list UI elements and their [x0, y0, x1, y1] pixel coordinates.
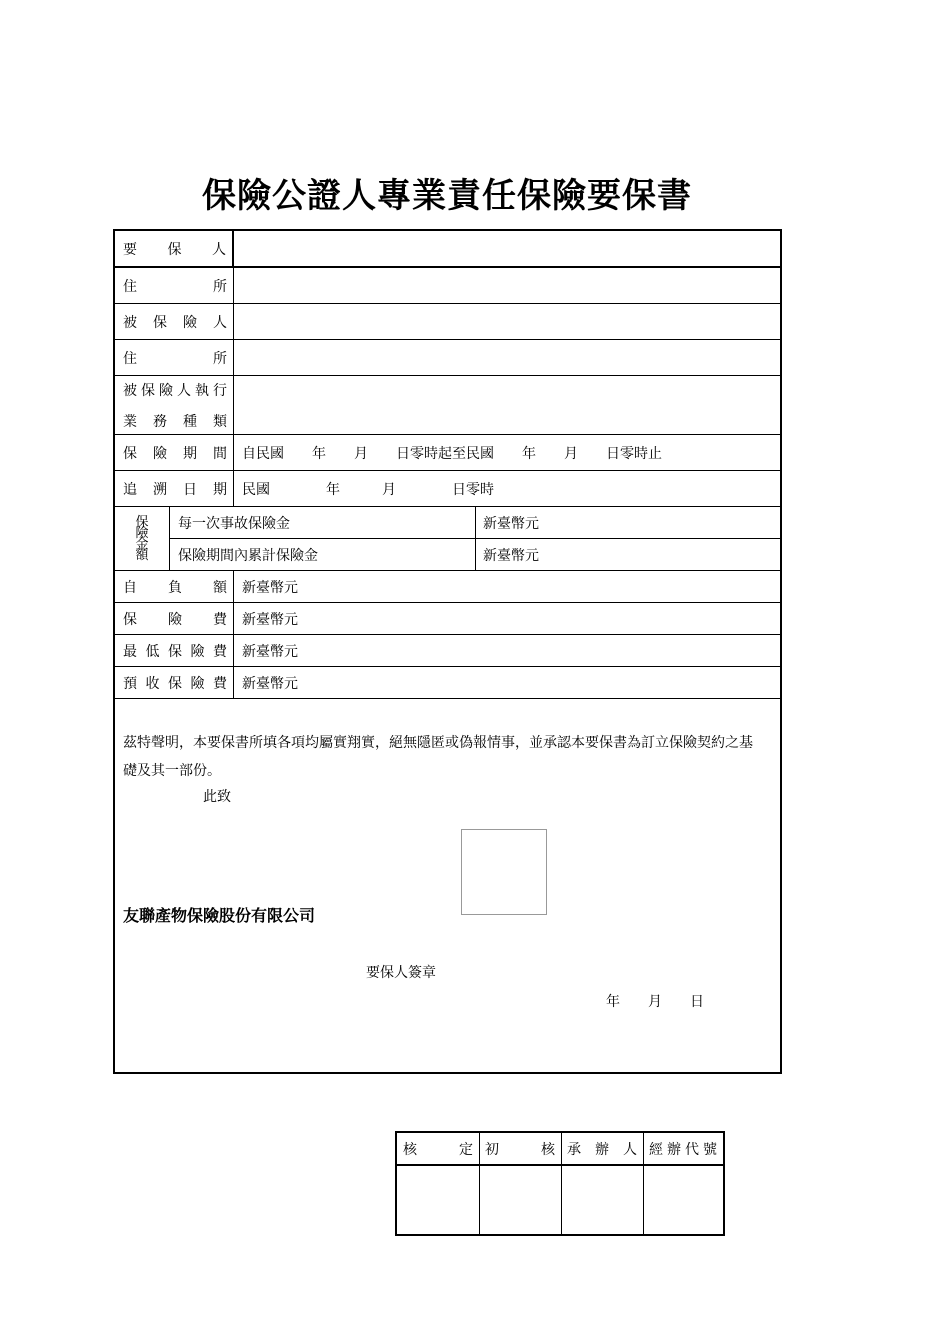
- label-char: 所: [213, 278, 227, 295]
- label-char: 低: [145, 643, 160, 660]
- label-char: 初: [485, 1141, 499, 1158]
- label-char: 保: [123, 611, 137, 628]
- period-field[interactable]: 自民國 年 月 日零時起至民國 年 月 日零時止: [242, 445, 662, 462]
- label-char: 保: [168, 643, 182, 660]
- label-char: 負: [168, 579, 182, 596]
- period-label: [115, 435, 234, 470]
- declaration-text: 茲特聲明，本要保書所填各項均屬實翔實，絕無隱匿或偽報情事，並承認本要保書為訂立保險契約之基礎及其一部份。: [123, 735, 753, 779]
- label-char: 日: [183, 481, 197, 498]
- limit-aggregate-label: 保險期間內累計保險金: [178, 548, 318, 564]
- review-header-row: [397, 1133, 723, 1166]
- label-char: 行: [213, 382, 227, 399]
- label-char: 保: [168, 675, 182, 692]
- insured-field[interactable]: [242, 304, 780, 339]
- label-char: 住: [123, 278, 137, 295]
- label-char: 期: [213, 481, 227, 498]
- label-char: 所: [213, 350, 227, 367]
- applicant-address-field[interactable]: [242, 268, 780, 303]
- insured-label-text: [123, 312, 227, 332]
- label-char: 代: [685, 1141, 699, 1158]
- label-char: 被: [123, 382, 137, 399]
- label-char: 險: [159, 382, 173, 399]
- limit-aggregate-field[interactable]: 新臺幣元: [483, 548, 539, 564]
- business-type-label-line2: [123, 411, 227, 431]
- label-char: 險: [183, 314, 197, 331]
- min-premium-label: [115, 635, 234, 666]
- label-char: 額: [213, 579, 227, 596]
- review-divider: [561, 1133, 562, 1234]
- review-table: [395, 1131, 725, 1236]
- label-char: 務: [153, 413, 167, 430]
- limit-row: [115, 507, 780, 571]
- label-char: 人: [623, 1141, 637, 1158]
- review-header-cell: [561, 1133, 643, 1164]
- limit-vertical-char: 額: [135, 547, 149, 563]
- application-form: [113, 229, 782, 1074]
- company-name: 友聯產物保險股份有限公司: [123, 906, 316, 925]
- deductible-label-text: [123, 577, 227, 597]
- label-char: 費: [213, 675, 227, 692]
- advance-premium-label-text: [123, 673, 227, 693]
- label-char: 業: [123, 413, 137, 430]
- premium-label-text: [123, 609, 227, 629]
- label-char: 溯: [153, 481, 167, 498]
- label-char: 執: [195, 382, 209, 399]
- label-char: 保: [141, 382, 155, 399]
- review-header-cell: [643, 1133, 723, 1164]
- label-char: 核: [541, 1141, 555, 1158]
- label-char: 保: [123, 445, 137, 462]
- deductible-label: [115, 571, 234, 602]
- retro-date-row: [115, 471, 780, 507]
- sincerely-text: 此致: [203, 789, 231, 805]
- period-label-text: [123, 443, 227, 463]
- advance-premium-label: [115, 667, 234, 698]
- label-char: 險: [168, 611, 182, 628]
- label-char: 人: [213, 314, 227, 331]
- applicant-address-label-text: [123, 276, 227, 296]
- label-char: 費: [213, 643, 227, 660]
- label-char: 辦: [595, 1141, 609, 1158]
- business-type-label: [115, 376, 234, 434]
- limit-per-occurrence-row: [170, 507, 780, 539]
- insured-row: [115, 304, 780, 340]
- min-premium-label-text: [123, 641, 227, 661]
- deductible-row: [115, 571, 780, 603]
- label-char: 人: [212, 241, 226, 258]
- limit-per-occurrence-label: 每一次事故保險金: [178, 515, 290, 532]
- review-divider: [479, 1133, 480, 1234]
- label-char: 追: [123, 481, 137, 498]
- label-char: 定: [459, 1141, 473, 1158]
- applicant-row: [115, 231, 780, 268]
- label-char: 住: [123, 350, 137, 367]
- document-title: 保險公證人專業責任保險要保書: [202, 176, 692, 216]
- applicant-label: [115, 231, 234, 266]
- label-char: 險: [190, 643, 205, 660]
- applicant-field[interactable]: [242, 231, 780, 266]
- label-char: 險: [190, 675, 205, 692]
- limit-vertical-char: 險: [135, 525, 149, 541]
- label-char: 辦: [667, 1141, 681, 1158]
- company-stamp-box: [461, 829, 547, 915]
- applicant-address-label: [115, 268, 234, 303]
- insured-label: [115, 304, 234, 339]
- limit-per-occurrence-field[interactable]: 新臺幣元: [483, 515, 539, 532]
- label-char: 號: [703, 1141, 717, 1158]
- insured-address-label-text: [123, 348, 227, 368]
- label-char: 費: [213, 611, 227, 628]
- label-char: 自: [123, 579, 137, 596]
- label-char: 間: [213, 445, 227, 462]
- retro-date-label-text: [123, 479, 227, 499]
- min-premium-row: [115, 635, 780, 667]
- retro-date-field[interactable]: 民國 年 月 日零時: [242, 481, 494, 498]
- label-char: 期: [183, 445, 197, 462]
- business-type-label-line1: [123, 380, 227, 400]
- business-type-row: [115, 376, 780, 435]
- review-header-initial: [485, 1139, 555, 1159]
- signature-date: 年 月 日: [606, 994, 704, 1010]
- label-char: 要: [123, 241, 137, 258]
- limit-divider: [475, 539, 476, 571]
- label-char: 核: [403, 1141, 417, 1158]
- label-char: 類: [213, 413, 227, 430]
- label-char: 承: [567, 1141, 581, 1158]
- period-row: [115, 435, 780, 471]
- limit-divider: [475, 507, 476, 538]
- review-header-approve: [403, 1139, 473, 1159]
- applicant-address-row: [115, 268, 780, 304]
- premium-row: [115, 603, 780, 635]
- premium-field[interactable]: 新臺幣元: [242, 611, 298, 628]
- review-header-cell: [479, 1133, 561, 1164]
- deductible-field[interactable]: 新臺幣元: [242, 579, 298, 596]
- limit-aggregate-row: [170, 539, 780, 571]
- label-char: 被: [123, 314, 137, 331]
- advance-premium-row: [115, 667, 780, 699]
- premium-label: [115, 603, 234, 634]
- applicant-signature-label: 要保人簽章: [366, 965, 436, 981]
- label-char: 保: [153, 314, 167, 331]
- label-char: 險: [153, 445, 167, 462]
- label-char: 人: [177, 382, 191, 399]
- label-char: 最: [123, 643, 137, 660]
- insured-address-field[interactable]: [242, 340, 780, 375]
- retro-date-label: [115, 471, 234, 506]
- limit-vertical-label: [115, 507, 170, 570]
- review-header-handler: [567, 1139, 637, 1159]
- review-header-code: [649, 1139, 717, 1159]
- business-type-field[interactable]: [242, 376, 780, 434]
- min-premium-field[interactable]: 新臺幣元: [242, 643, 298, 660]
- limit-vertical-char: 保: [135, 514, 149, 530]
- label-char: 經: [649, 1141, 663, 1158]
- label-char: 種: [183, 413, 197, 430]
- review-header-cell: [397, 1133, 479, 1164]
- label-char: 預: [123, 675, 137, 692]
- limit-vertical-char: 金: [135, 536, 149, 552]
- label-char: 保: [167, 241, 182, 258]
- label-char: 收: [145, 675, 160, 692]
- insured-address-row: [115, 340, 780, 376]
- applicant-label-text: [123, 239, 226, 259]
- review-divider: [643, 1133, 644, 1234]
- insured-address-label: [115, 340, 234, 375]
- advance-premium-field[interactable]: 新臺幣元: [242, 675, 298, 692]
